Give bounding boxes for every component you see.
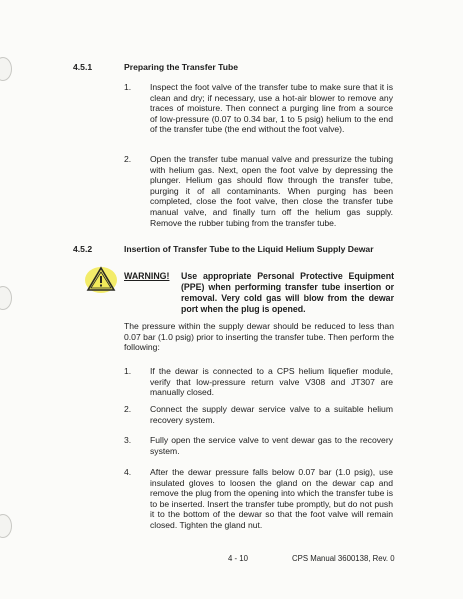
section-title: Insertion of Transfer Tube to the Liquid Helium Supply Dewar bbox=[124, 244, 374, 254]
warning-triangle-icon bbox=[84, 264, 118, 294]
list-item-text: If the dewar is connected to a CPS helium liquefier module, verify that low-pressure return valve V308 and JT307 are manually closed. bbox=[150, 366, 393, 398]
section-number: 4.5.1 bbox=[73, 62, 93, 72]
binder-hole bbox=[0, 57, 12, 81]
list-item-number: 4. bbox=[124, 467, 132, 477]
binder-hole bbox=[0, 514, 12, 538]
list-item-text: Open the transfer tube manual valve and pressurize the tubing with helium gas. Next, open the foot valve by depressing the plunger. Helium gas should flow through the transfer tube, purging it of all contaminants. When purging has been completed, close the foot valve, then close the transfer tube manual valve, and finally turn off the helium gas supply. Remove the rubber tubing from the transfer tube. bbox=[150, 154, 393, 228]
list-item-text: Connect the supply dewar service valve to a suitable helium recovery system. bbox=[150, 404, 393, 425]
list-item-text: Inspect the foot valve of the transfer tube to make sure that it is clean and dry; if necessary, use a hot-air blower to remove any traces of moisture. Then connect a purging line from a source of low-pressure (0.07 to 0.34 bar, 1 to 5 psig) helium to the end of the transfer tube (the end without the foot valve). bbox=[150, 82, 393, 135]
list-item-number: 3. bbox=[124, 435, 132, 445]
page-number: 4 - 10 bbox=[228, 554, 248, 563]
intro-paragraph: The pressure within the supply dewar should be reduced to less than 0.07 bar (1.0 psig) prior to inserting the transfer tube. Then perform the following: bbox=[124, 321, 394, 353]
binder-hole bbox=[0, 286, 12, 310]
warning-text: Use appropriate Personal Protective Equipment (PPE) when performing transfer tube insertion or removal. Very cold gas will blow from the dewar port when the plug is opened. bbox=[181, 271, 394, 314]
list-item-number: 2. bbox=[124, 404, 132, 414]
list-item-text: After the dewar pressure falls below 0.07 bar (1.0 psig), use insulated gloves to loosen the gland on the dewar cap and remove the plug from the opening into which the transfer tube is to be inserted. Insert the transfer tube promptly, but do not push it to the bottom of the dewar so that the foot valve will remain closed. Tighten the gland nut. bbox=[150, 467, 393, 530]
warning-label: WARNING! bbox=[124, 271, 170, 281]
section-title: Preparing the Transfer Tube bbox=[124, 62, 238, 72]
manual-reference: CPS Manual 3600138, Rev. 0 bbox=[292, 554, 395, 563]
section-number: 4.5.2 bbox=[73, 244, 93, 254]
list-item-text: Fully open the service valve to vent dewar gas to the recovery system. bbox=[150, 435, 393, 456]
list-item-number: 1. bbox=[124, 82, 132, 92]
list-item-number: 1. bbox=[124, 366, 132, 376]
list-item-number: 2. bbox=[124, 154, 132, 164]
